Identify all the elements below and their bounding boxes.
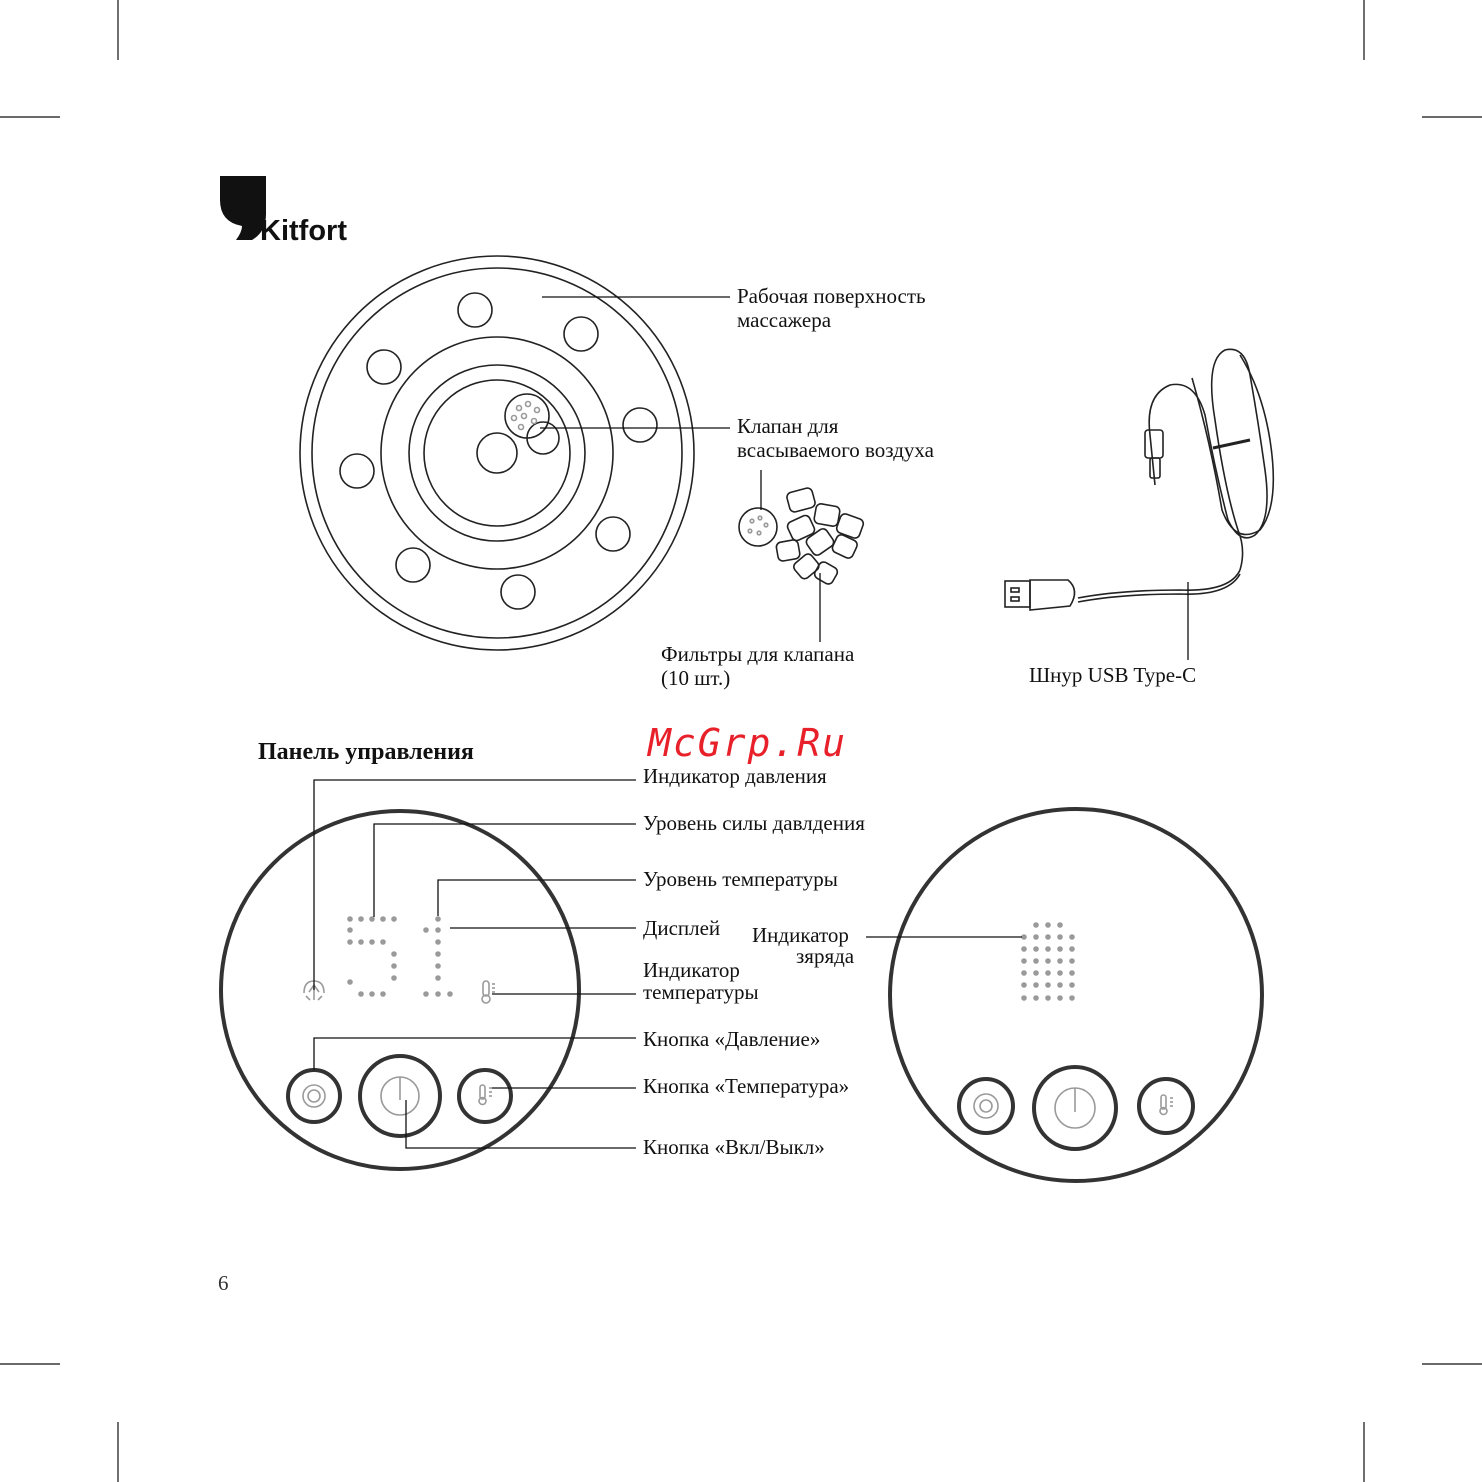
usb-cable-illustration xyxy=(1005,349,1273,610)
power-button[interactable] xyxy=(360,1056,440,1136)
page-number: 6 xyxy=(218,1271,229,1295)
temp-indicator-label: Индикатор xyxy=(643,958,740,982)
usb-cable-label: Шнур USB Type-C xyxy=(1029,663,1197,687)
charge-indicator-label: Индикатор xyxy=(752,923,849,947)
massage-cup-ring xyxy=(340,293,657,609)
filters-label: Фильтры для клапана xyxy=(661,642,855,666)
temperature-button[interactable] xyxy=(459,1070,511,1122)
temperature-button-right[interactable] xyxy=(1139,1079,1193,1133)
control-panel-left xyxy=(221,811,579,1169)
control-panel-right xyxy=(890,809,1262,1181)
valve-filters-illustration xyxy=(739,487,865,586)
work-surface-label-2: массажера xyxy=(737,308,832,332)
brand-name: Kitfort xyxy=(260,215,347,247)
temperature-level-label: Уровень температуры xyxy=(643,867,838,891)
massager-top-view xyxy=(300,256,694,650)
kitfort-logo xyxy=(220,176,347,247)
pressure-button-right[interactable] xyxy=(959,1079,1013,1133)
display-label: Дисплей xyxy=(643,916,721,940)
power-button-label: Кнопка «Вкл/Выкл» xyxy=(643,1135,825,1159)
pressure-button-label: Кнопка «Давление» xyxy=(643,1027,821,1051)
valve-label-2: всасываемого воздуха xyxy=(737,438,934,462)
pressure-indicator-label: Индикатор давления xyxy=(643,764,827,788)
power-button-right[interactable] xyxy=(1034,1067,1116,1149)
work-surface-label: Рабочая поверхность xyxy=(737,284,926,308)
section-title: Панель управления xyxy=(258,739,474,765)
watermark: McGrp.Ru xyxy=(648,721,848,765)
temperature-button-label: Кнопка «Температура» xyxy=(643,1074,850,1098)
pressure-button[interactable] xyxy=(288,1070,340,1122)
charge-indicator-label-2: зяряда xyxy=(796,944,855,968)
pressure-level-label: Уровень силы давлдения xyxy=(643,811,865,835)
filters-label-2: (10 шт.) xyxy=(661,666,731,690)
temp-indicator-label-2: температуры xyxy=(643,980,759,1004)
valve-label: Клапан для xyxy=(737,414,839,438)
